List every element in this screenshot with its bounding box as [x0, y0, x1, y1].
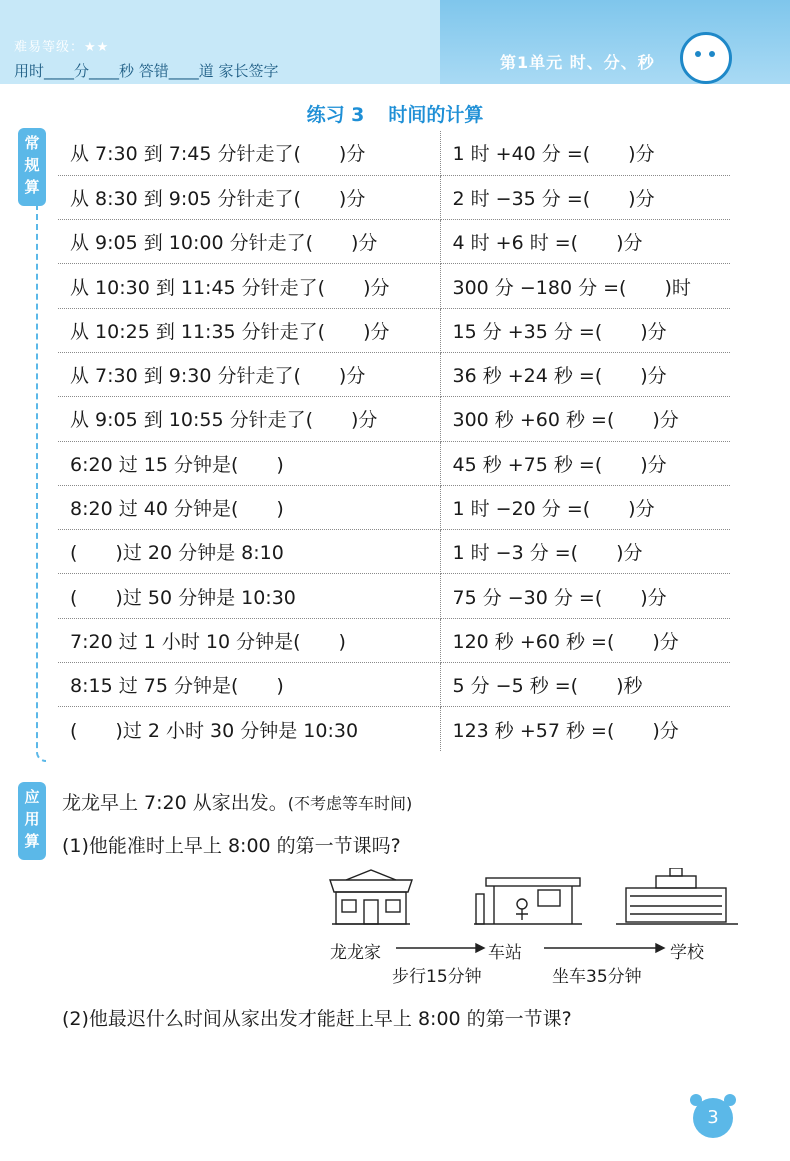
difficulty-label: 难易等级：★★	[14, 40, 110, 55]
unit-conversion-right: 300 分 −180 分 =( )时	[440, 264, 730, 308]
exercise-topic: 时间的计算	[388, 104, 484, 126]
unit-conversion-right: 120 秒 +60 秒 =( )分	[440, 618, 730, 662]
mascot-icon	[680, 32, 732, 84]
table-row	[58, 175, 730, 219]
unit-conversion-right: 123 秒 +57 秒 =( )分	[452, 719, 679, 742]
unit-conversion-right: 1 时 −20 分 =( )分	[440, 485, 730, 529]
house-icon	[330, 870, 412, 924]
exercise-number: 练习 3	[306, 104, 365, 126]
exercise-table	[58, 131, 730, 751]
problem-intro-text: 龙龙早上 7:20 从家出发。	[62, 792, 288, 814]
unit-conversion-right: 1 时 −3 分 =( )分	[440, 530, 730, 574]
applied-section-tab: 应用算	[18, 782, 46, 860]
table-row	[58, 308, 730, 352]
section-divider	[36, 200, 46, 762]
route-illustration	[326, 868, 746, 988]
table-row	[58, 485, 730, 529]
unit-conversion-right: 300 秒 +60 秒 =( )分	[440, 397, 730, 441]
unit-title: 第1单元 时、分、秒	[500, 53, 655, 72]
routine-section-tab: 常规算	[18, 128, 46, 206]
bus-time-label: 坐车35分钟	[552, 967, 642, 987]
table-row	[58, 574, 730, 618]
time-exercise-left: 7:20 过 1 小时 10 分钟是( )	[58, 618, 440, 662]
page-title	[0, 100, 790, 127]
bus-stop-icon	[474, 878, 582, 924]
time-exercise-left: 从 9:05 到 10:00 分针走了( )分	[58, 220, 440, 264]
question-2: (2)他最迟什么时间从家出发才能赶上早上 8:00 的第一节课?	[62, 1008, 572, 1030]
question-1: (1)他能准时上早上 8:00 的第一节课吗?	[62, 835, 401, 857]
time-exercise-left: 从 8:30 到 9:05 分针走了( )分	[58, 175, 440, 219]
school-icon	[616, 868, 738, 924]
unit-conversion-right: 75 分 −30 分 =( )分	[440, 574, 730, 618]
time-exercise-left: 从 10:25 到 11:35 分针走了( )分	[58, 308, 440, 352]
table-row	[58, 220, 730, 264]
time-exercise-left: ( )过 50 分钟是 10:30	[58, 574, 440, 618]
time-exercise-left: 8:15 过 75 分钟是( )	[58, 663, 440, 707]
table-row	[58, 264, 730, 308]
route-arrows	[396, 944, 664, 952]
unit-conversion-right: 15 分 +35 分 =( )分	[440, 308, 730, 352]
page-number: 3	[693, 1098, 733, 1138]
unit-conversion-right: 5 分 −5 秒 =( )秒	[440, 663, 730, 707]
table-row	[58, 441, 730, 485]
record-label: 用时____分____秒 答错____道 家长签字	[14, 62, 279, 80]
unit-conversion-right: 4 时 +6 时 =( )分	[440, 220, 730, 264]
problem-note: (不考虑等车时间)	[287, 794, 413, 813]
unit-conversion-right: 2 时 −35 分 =( )分	[440, 175, 730, 219]
table-row	[58, 707, 730, 751]
unit-conversion-right: 45 秒 +75 秒 =( )分	[440, 441, 730, 485]
time-exercise-left: 从 9:05 到 10:55 分针走了( )分	[58, 397, 440, 441]
time-exercise-left: 6:20 过 15 分钟是( )	[58, 441, 440, 485]
unit-conversion-right: 36 秒 +24 秒 =( )分	[440, 352, 730, 396]
time-exercise-left: 从 7:30 到 7:45 分针走了( )分	[58, 131, 440, 175]
time-exercise-left: ( )过 20 分钟是 8:10	[58, 530, 440, 574]
problem-intro	[62, 788, 412, 815]
station-label: 车站	[488, 943, 522, 963]
time-exercise-left: ( )过 2 小时 30 分钟是 10:30	[58, 707, 440, 751]
time-exercise-left: 从 7:30 到 9:30 分针走了( )分	[58, 352, 440, 396]
page-header	[0, 0, 790, 84]
table-row	[58, 663, 730, 707]
time-exercise-left: 8:20 过 40 分钟是( )	[58, 485, 440, 529]
table-row	[58, 131, 730, 175]
unit-conversion-right: 1 时 +40 分 =( )分	[440, 131, 730, 175]
table-row	[58, 352, 730, 396]
table-row	[58, 618, 730, 662]
time-exercise-left: 从 10:30 到 11:45 分针走了( )分	[58, 264, 440, 308]
table-row	[58, 530, 730, 574]
route-diagram	[326, 868, 746, 988]
school-label: 学校	[670, 943, 704, 963]
home-label: 龙龙家	[330, 943, 381, 963]
table-row	[58, 397, 730, 441]
walk-time-label: 步行15分钟	[392, 967, 482, 987]
